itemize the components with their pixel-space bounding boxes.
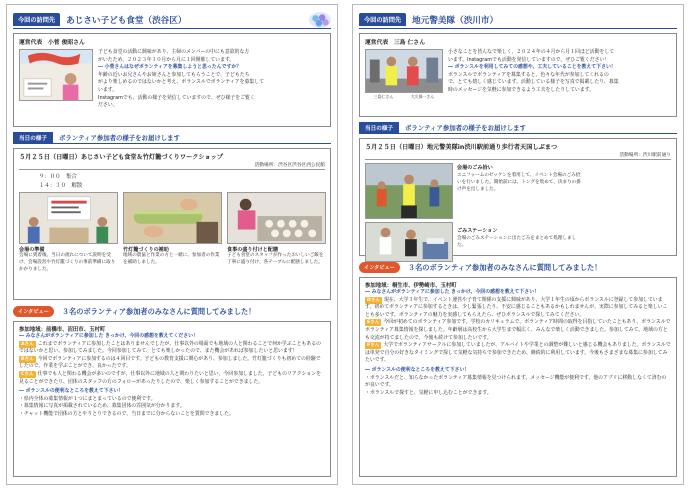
photo-description: 子ども食堂のスタッフが作ったおいしいご飯を丁寧に盛り付け、各テーブルに配膳しました。 — [227, 253, 324, 266]
visit-title: 地元警美隊（渋川市） — [412, 15, 499, 26]
photo-label: 三島仁さん — [373, 94, 394, 99]
rep-title: 運営代表 三島 仁さん — [365, 40, 425, 46]
photo-caption: 会場の準備 — [19, 247, 45, 254]
rep-answer-3: 時のメッセージを気軽に参加できるよう工夫をしたりしています。 — [448, 86, 595, 93]
visit-title: あじさい子ども食堂（渋谷区） — [66, 15, 187, 26]
event-location: 活動場所：渋川駅前通り — [365, 152, 671, 160]
day-title: ボランティア参加者の様子をお届けします — [58, 134, 180, 142]
interview-question-2: ― ボランスルの便利なところを教えて下さい！ — [365, 366, 470, 373]
photo-caption: 竹灯籠づくりの補助 — [123, 247, 169, 254]
day-title: ボランティア参加者の様子をお届けします — [404, 124, 526, 132]
interview-title: ３名のボランティア参加者のみなさんに質問してみました！ — [407, 262, 602, 272]
interview-region: 参加地域：桐生市、伊勢崎市、玉村町 — [365, 283, 457, 289]
photo-caption: 会場のごみ拾い — [457, 165, 493, 171]
interview-answer — [365, 342, 671, 365]
rep-photo — [365, 49, 443, 93]
garbage-station-photo — [365, 222, 453, 262]
respondent-badge: Bさん — [21, 356, 34, 362]
event-box — [13, 148, 331, 300]
rep-answer-2: がより楽しめるのではないかと考え、ボランスルでボランティアを募集して — [98, 79, 265, 86]
respondent-badge: Eさん — [367, 320, 380, 326]
answer-text: 現在、大学３年生で、イベント運営や子育て関係の支援に興味があり、大学１年生の頃からボランスルに登録して参加しています。初めてボランティアに参加するときは、少し緊張したり、不安に感じることもあるかもしれませんが、実際に参加してみると楽しいことも多いです。ボランティアの魅力を実感してもらえたら、ぜひボランスルで探してみてください。 — [365, 296, 668, 318]
photo-label: 大久保一さん — [410, 94, 435, 99]
meal-serving-photo — [227, 192, 326, 244]
interview-region: 参加地域：前橋市、沼田市、玉村町 — [19, 327, 106, 333]
rep-answer-3: います。 — [98, 86, 118, 93]
rep-answer-2: で、とても嬉しく感じています。活動している様子を写真で掲載したり、募集 — [448, 79, 619, 86]
interview-answer — [365, 297, 671, 320]
photo-caption: 食事の盛り付けと配膳 — [227, 247, 278, 254]
rep-answer-1: 年齢の近いお兄さんやお姉さんと参加してもらうことで、子どもたち — [98, 71, 250, 78]
interview-question-2: ― ボランスルの便利なところを教えて下さい！ — [19, 388, 124, 395]
bullet-item: ・県内全体の募集情報が１つにまとまっているので便利です。 — [19, 395, 156, 402]
day-header — [13, 132, 331, 144]
event-schedule — [39, 173, 325, 190]
photo-description: ユニフォームのゼッケンを着用して、イベント会場のごみ拾いを行いました。開始前には、トングを集めて、決まりの掛け声を出しました。 — [457, 172, 581, 192]
visit-header — [359, 11, 677, 29]
respondent-badge: Cさん — [21, 371, 34, 377]
schedule-dismiss: １４：３０ 解散 — [39, 182, 83, 189]
rep-question: ― ボランスルを利用してみての感想や、工夫していることを教えて下さい！ — [448, 64, 616, 71]
interview-box — [359, 277, 677, 477]
rep-line-2: がいたため、２０２３年１０月から月に１回開催しています。 — [98, 56, 235, 63]
answer-text: 仕事でも人と関わる機会が多いのですが、仕事以外に地域の人と関わりたいと思い、今回参加しました。子どものリアクションを見ることができたり、団体のスタッフの方のフォローがあったりしたので、楽しく参加することができました。 — [19, 370, 321, 385]
schedule-gather: ９：００ 集合 — [39, 174, 77, 180]
visit-header — [13, 11, 331, 29]
rep-line-1: 小さなことを皆んなで楽しく、２０２４年の４月から月１回ほど活動をして — [448, 49, 615, 55]
event-location: 活動場所：渋谷区渋谷区西公民館 — [19, 162, 325, 170]
rep-question: ― 小菅さんはなぜボランティアを募集しようと思ったんですか？ — [98, 64, 242, 71]
left-page — [6, 4, 338, 485]
photo-description: 会場のごみステーションに出たごみをまとめて処理しました。 — [457, 235, 577, 248]
hydrangea-icon — [309, 12, 331, 28]
rep-answer-1: ボランスルでボランティアを募集すると、色々な年代が参加してくれるの — [448, 71, 609, 78]
interview-question-1: ― みなさんがボランティアに参加した きっかけ、今回の感想を教えてください！ — [19, 333, 198, 339]
photo-card — [19, 192, 118, 274]
answer-text: 今回でボランティアに参加するのは４回目です。子どもの教育支援に関心があり、参加しました。竹灯籠づくりも初めての経験でしたので、作業を学ぶことができ、良かったです。 — [19, 355, 321, 370]
interview-answer — [365, 319, 671, 342]
photo-card — [227, 192, 326, 274]
event-box — [359, 138, 677, 256]
representative-box — [13, 33, 331, 127]
interview-box — [13, 321, 331, 477]
rep-line-2: います。Instagramでも活動を発信していますので、ぜひご覧ください！ — [448, 56, 610, 63]
respondent-badge: Aさん — [21, 341, 34, 347]
representative-box — [359, 33, 677, 117]
photo-card — [123, 192, 222, 274]
day-header — [359, 122, 677, 134]
rep-photo — [19, 49, 93, 101]
respondent-badge: Fさん — [367, 343, 380, 349]
photo-caption: ごみステーション — [457, 228, 498, 234]
bullet-item: ・ボランスルで探すと、気軽に申し込むことができます。 — [365, 389, 492, 396]
respondent-badge: Dさん — [367, 297, 381, 303]
answer-text: これまでボランティアに参加したことはありませんでしたが、仕事以外の場面でも地域の人と関わることで何か学ぶこともあるのではないかと思い、参加してみました。今回参加してみて、とても楽しかったので、また機会があれば参加したいと思います！ — [19, 340, 322, 355]
event-title: ５月２５日（日曜日）あじさい子ども食堂＆竹灯籠づくりワークショップ — [19, 154, 224, 161]
interview-tag: インタビュー — [359, 262, 400, 273]
answer-text: 大学でボランティアサークルに参加していましたが、アルバイトや学業との調整が難しいと感じる機会もありました。ボランスルでは単発で自分の好きなタイミングで探して気軽な気持ちで参加できたため、継続的に利用しています。今後もさまざまな募集に参加してみたいです。 — [365, 342, 671, 364]
answer-text: 今回が初めてのボランティア参加です。学校のカリキュラムで、ボランティア時間の取得を目指していたこともあり、ボランスルでボランティア募集情報を探しました。年齢層は高校生から大学生まで幅広く、みんなで楽しく活動できました。参加してみて、地域の方とも交流が持てましたので、今後も続けて参加したいです。 — [365, 319, 671, 341]
visit-tag: 今回の訪問先 — [13, 13, 60, 26]
interview-header — [359, 261, 677, 274]
event-title: ５月２５日（日曜日）地元警美隊in渋川駅前通り歩行者天国しぶまつ — [365, 144, 558, 151]
right-page — [352, 4, 684, 485]
bullet-item: ・ボランスルだと、知らなかったボランティア募集情報を見つけられます。メッセージ機能が便利です。他のアプリに移動しなくて済むのが良いです。 — [365, 374, 667, 389]
rep-answer-5: ださい。 — [98, 102, 118, 109]
rep-answer-4: Instagramでも、活動の様子を発信していますので、ぜひ様子をご覧く — [98, 94, 255, 101]
photo-description: 地域の農協と作業の方と一緒に、参加者の作業を補助しました。 — [123, 253, 220, 266]
bamboo-lantern-photo — [123, 192, 222, 244]
interview-question-1: ― みなさんがボランティアに参加した きっかけ、今回の感想を教えて下さい！ — [365, 289, 539, 295]
venue-prep-photo — [19, 192, 118, 244]
interview-title: ３名のボランティア参加者のみなさんに質問してみました！ — [61, 306, 256, 316]
bullet-item: ・募集情報に写真が掲載されているため、募集団体の雰囲気が分かります。 — [19, 403, 185, 410]
rep-title: 運営代表 小菅 俊昭さん — [19, 40, 85, 46]
day-tag: 当日の様子 — [13, 132, 53, 143]
day-tag: 当日の様子 — [359, 122, 399, 133]
trash-pickup-photo — [365, 163, 453, 219]
photo-description: 会場に到着後、当日の流れについて説明を受け、会場設営や竹灯籠づくりの事前準備に取りかかりました。 — [19, 253, 116, 273]
rep-line-1: 子ども食堂の活動に興味があり、主婦のメンバーの中にも意欲的な方 — [98, 49, 250, 55]
bullet-item: ・チャット機能で団体の方とやりとりできるので、当日までに分からないことを質問できました。 — [19, 410, 234, 417]
interview-answer — [19, 341, 325, 356]
interview-answer — [19, 356, 325, 371]
interview-header — [13, 305, 331, 318]
interview-tag: インタビュー — [13, 306, 54, 317]
visit-tag: 今回の訪問先 — [359, 13, 406, 26]
interview-answer — [19, 371, 325, 386]
